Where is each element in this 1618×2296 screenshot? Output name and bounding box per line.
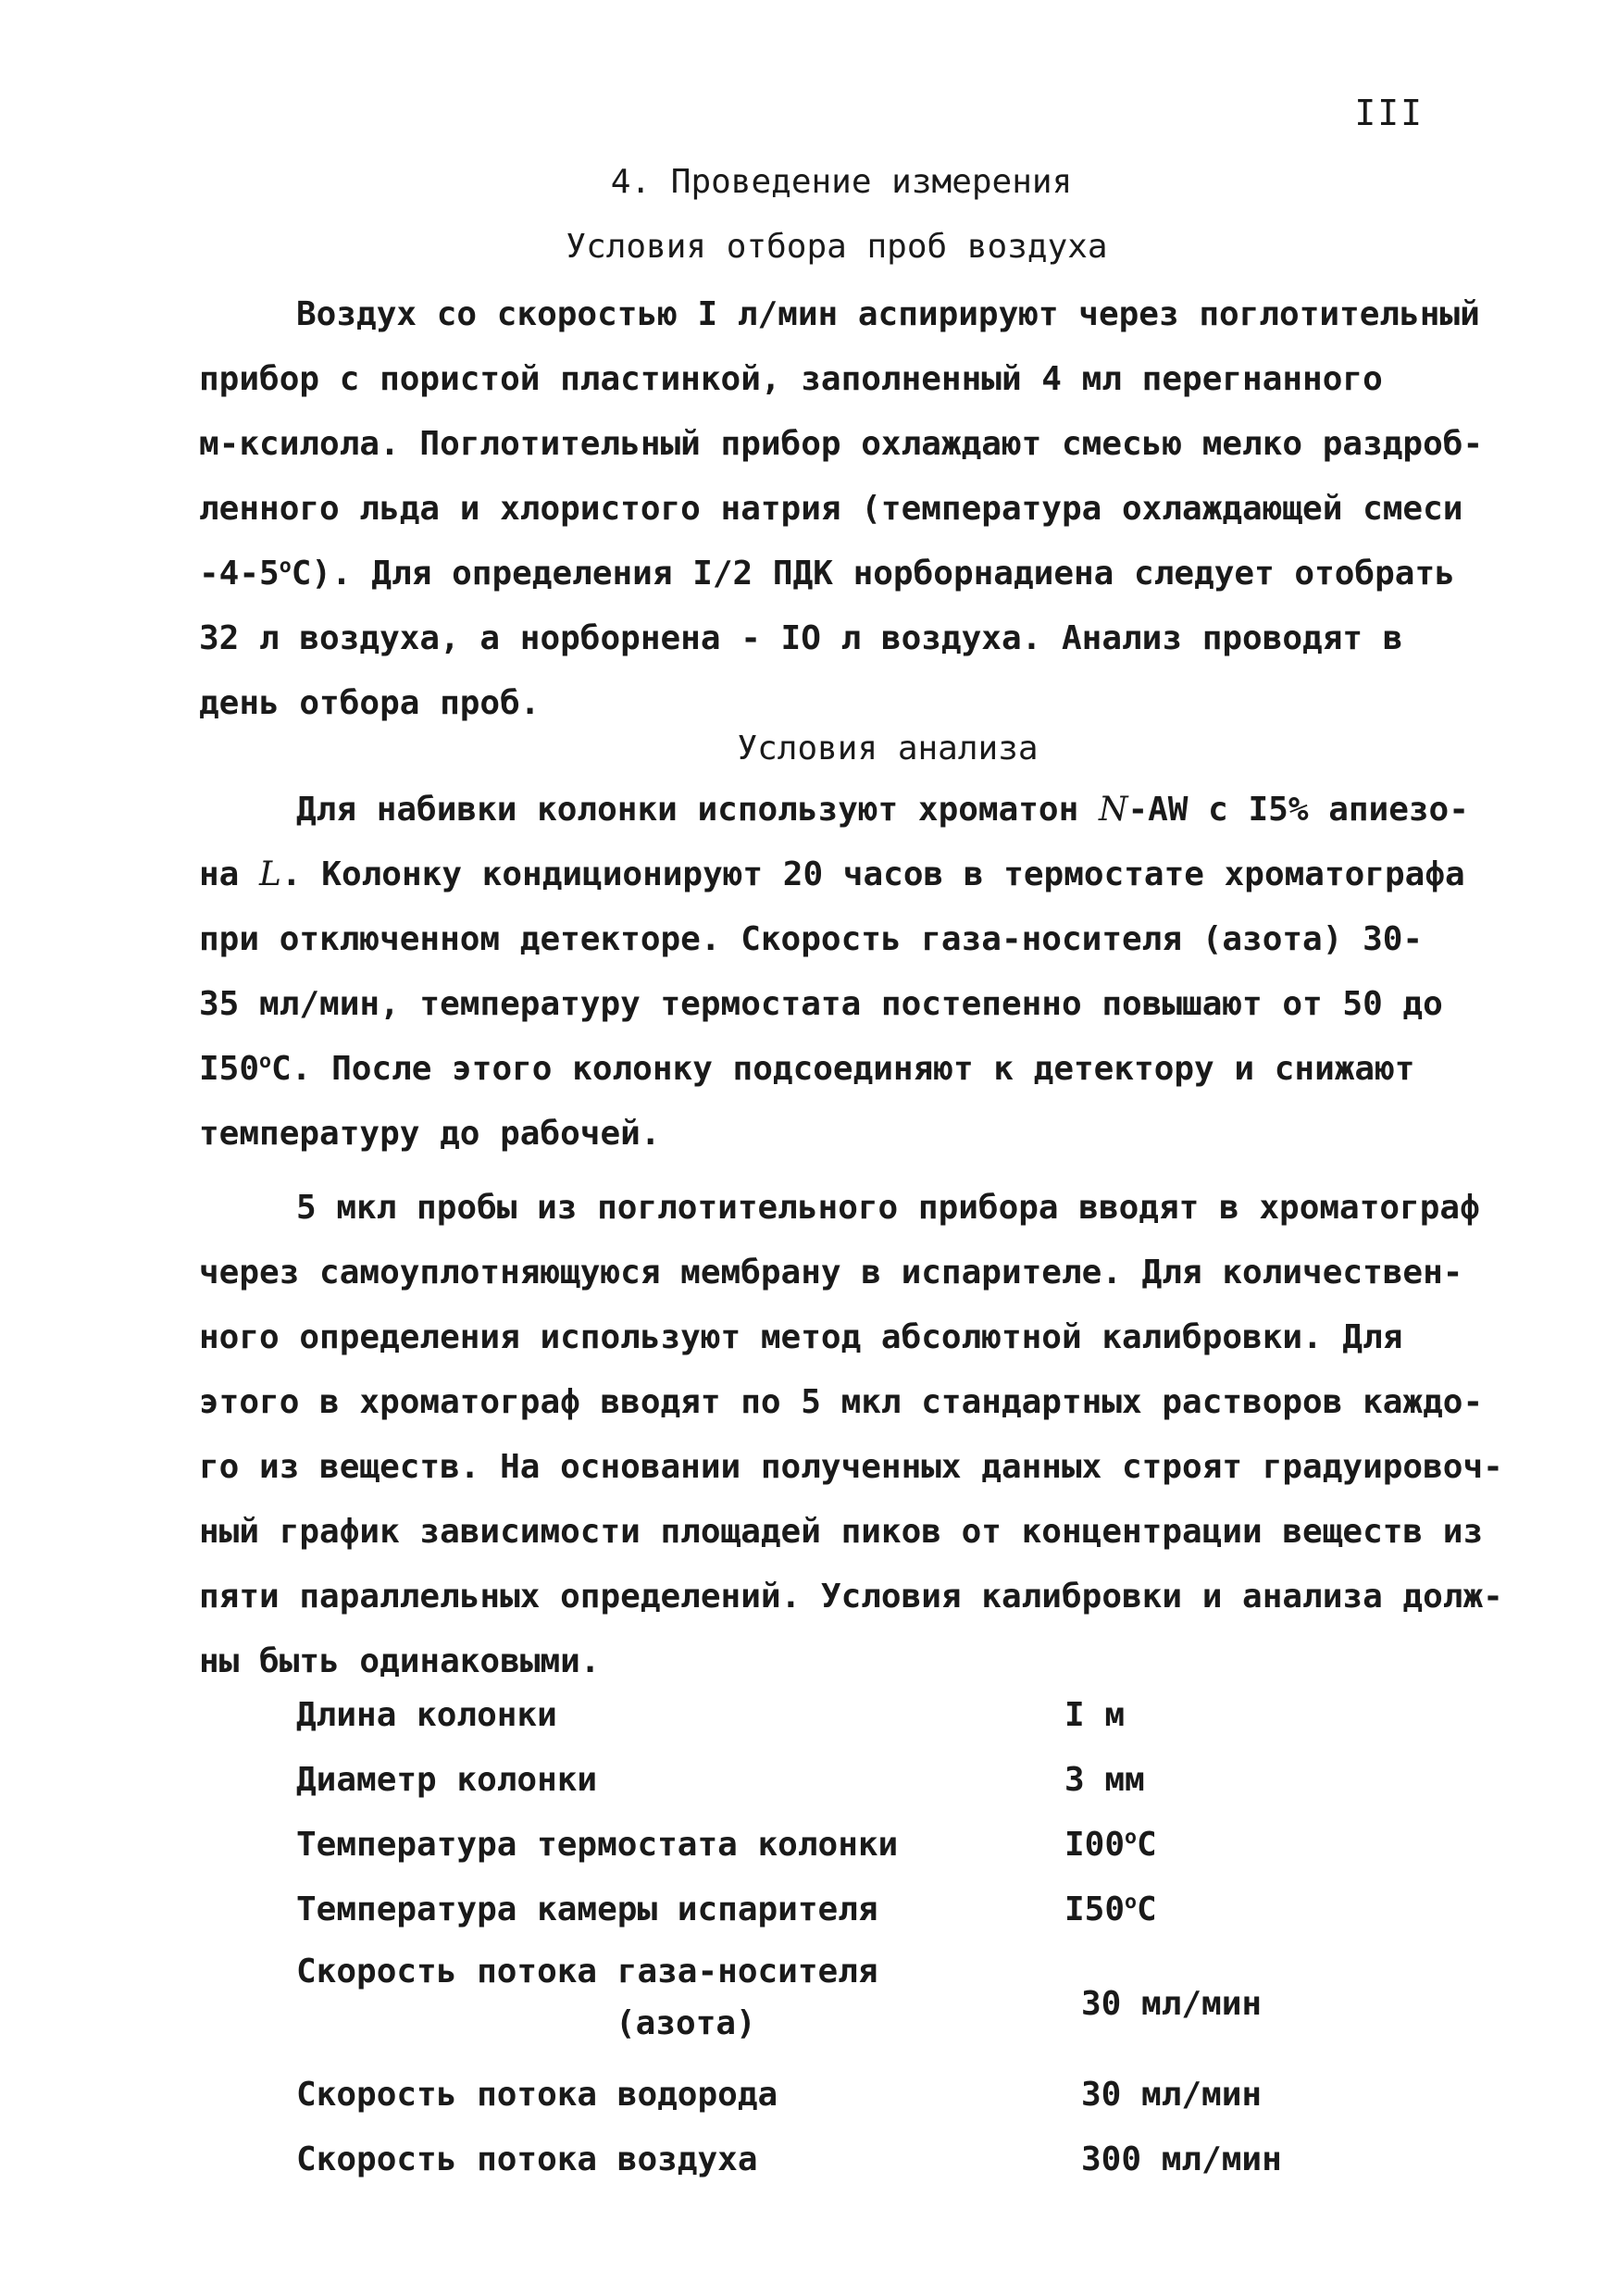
- text-line: ленного льда и хлористого натрия (температура охлаждающей смеси: [199, 490, 1463, 528]
- text-fragment: на: [199, 855, 260, 893]
- condition-row: [296, 1813, 1370, 1878]
- text-fragment-italic: L: [259, 855, 281, 893]
- text-line: прибор с пористой пластинкой, заполненный 4 мл перегнанного: [199, 360, 1383, 398]
- condition-label: Скорость потока водорода: [296, 2076, 778, 2114]
- sampling-heading: Условия отбора проб воздуха: [566, 228, 1108, 266]
- text-line: [199, 1037, 1439, 1102]
- text-line: этого в хроматограф вводят по 5 мкл стандартных растворов каждо-: [199, 1383, 1484, 1421]
- value-number: I50: [1064, 1890, 1126, 1928]
- condition-row: [296, 1878, 1370, 1942]
- condition-value: 300 мл/мин: [1081, 2140, 1282, 2178]
- analysis-heading: Условия анализа: [737, 730, 1039, 767]
- text-line: го из веществ. На основании полученных данных строят градуировоч-: [199, 1448, 1503, 1486]
- degree-sign: o: [279, 555, 292, 578]
- section-heading: 4. Проведение измерения: [610, 163, 1073, 201]
- condition-value: 30 мл/мин: [1081, 2076, 1263, 2114]
- condition-label-line: Скорость потока газа-носителя: [296, 1953, 878, 1990]
- text-line: [199, 842, 1465, 907]
- text-fragment: I50: [199, 1050, 260, 1088]
- value-unit: C: [1137, 1890, 1157, 1928]
- condition-row: [296, 1942, 1370, 2063]
- condition-label: Диаметр колонки: [296, 1761, 598, 1799]
- condition-row: [296, 1748, 1370, 1813]
- value-unit: C: [1137, 1826, 1157, 1864]
- condition-row: [296, 1683, 1370, 1748]
- condition-label: [296, 1946, 878, 2050]
- text-line: 32 л воздуха, а норборнена - IO л воздуха. Анализ проводят в: [199, 619, 1403, 657]
- condition-row: [296, 2063, 1370, 2128]
- condition-value: [1064, 1813, 1157, 1878]
- text-line: через самоуплотняющуюся мембрану в испарителе. Для количествен-: [199, 1254, 1463, 1292]
- text-line: день отбора проб.: [199, 684, 541, 722]
- analysis-paragraph-1: [199, 778, 1469, 1167]
- condition-label: Длина колонки: [296, 1696, 557, 1734]
- text-fragment: -AW с I5% апиезо-: [1127, 791, 1469, 829]
- text-fragment: C). Для определения I/2 ПДК норборнадиена следует отобрать: [291, 555, 1455, 593]
- degree-sign: o: [1125, 1890, 1138, 1914]
- text-line: ного определения используют метод абсолютной калибровки. Для: [199, 1318, 1403, 1356]
- text-line: пяти параллельных определений. Условия калибровки и анализа долж-: [199, 1578, 1503, 1616]
- text-fragment: C. После этого колонку подсоединяют к детектору и снижают: [271, 1050, 1415, 1088]
- condition-value: I м: [1064, 1696, 1126, 1734]
- condition-value: 30 мл/мин: [1081, 1985, 1263, 2023]
- condition-label: Температура термостата колонки: [296, 1826, 899, 1864]
- text-fragment-italic: N: [1098, 791, 1128, 829]
- condition-value: 3 мм: [1064, 1761, 1145, 1799]
- text-fragment: Для набивки колонки используют хроматон: [296, 791, 1099, 829]
- degree-sign: o: [1125, 1826, 1138, 1849]
- condition-value: [1064, 1878, 1157, 1942]
- text-line: 35 мл/мин, температуру термостата постепенно повышают от 50 до: [199, 985, 1443, 1023]
- condition-row: [296, 2128, 1370, 2192]
- text-line: температуру до рабочей.: [199, 1115, 661, 1153]
- text-fragment: . Колонку кондиционируют 20 часов в термостате хроматографа: [280, 855, 1465, 893]
- page-number: III: [1354, 93, 1424, 133]
- analysis-paragraph-2: [199, 1176, 1503, 1694]
- conditions-list: [296, 1683, 1370, 2192]
- text-line: ны быть одинаковыми.: [199, 1642, 601, 1680]
- text-line: при отключенном детекторе. Скорость газа-носителя (азота) 30-: [199, 920, 1424, 958]
- text-line: Воздух со скоростью I л/мин аспирируют через поглотительный: [296, 295, 1480, 333]
- text-line: 5 мкл пробы из поглотительного прибора вводят в хроматограф: [296, 1189, 1480, 1227]
- text-line: ный график зависимости площадей пиков от концентрации веществ из: [199, 1513, 1484, 1551]
- text-fragment: -4-5: [199, 555, 280, 593]
- degree-sign: o: [259, 1050, 272, 1073]
- sampling-paragraph: [199, 282, 1484, 736]
- condition-label: Скорость потока воздуха: [296, 2140, 758, 2178]
- condition-label-line: (азота): [616, 2004, 756, 2042]
- text-line: м-ксилола. Поглотительный прибор охлаждают смесью мелко раздроб-: [199, 425, 1484, 463]
- text-line: [199, 542, 1455, 606]
- value-number: I00: [1064, 1826, 1126, 1864]
- text-line: [199, 778, 1469, 842]
- condition-label: Температура камеры испарителя: [296, 1890, 878, 1928]
